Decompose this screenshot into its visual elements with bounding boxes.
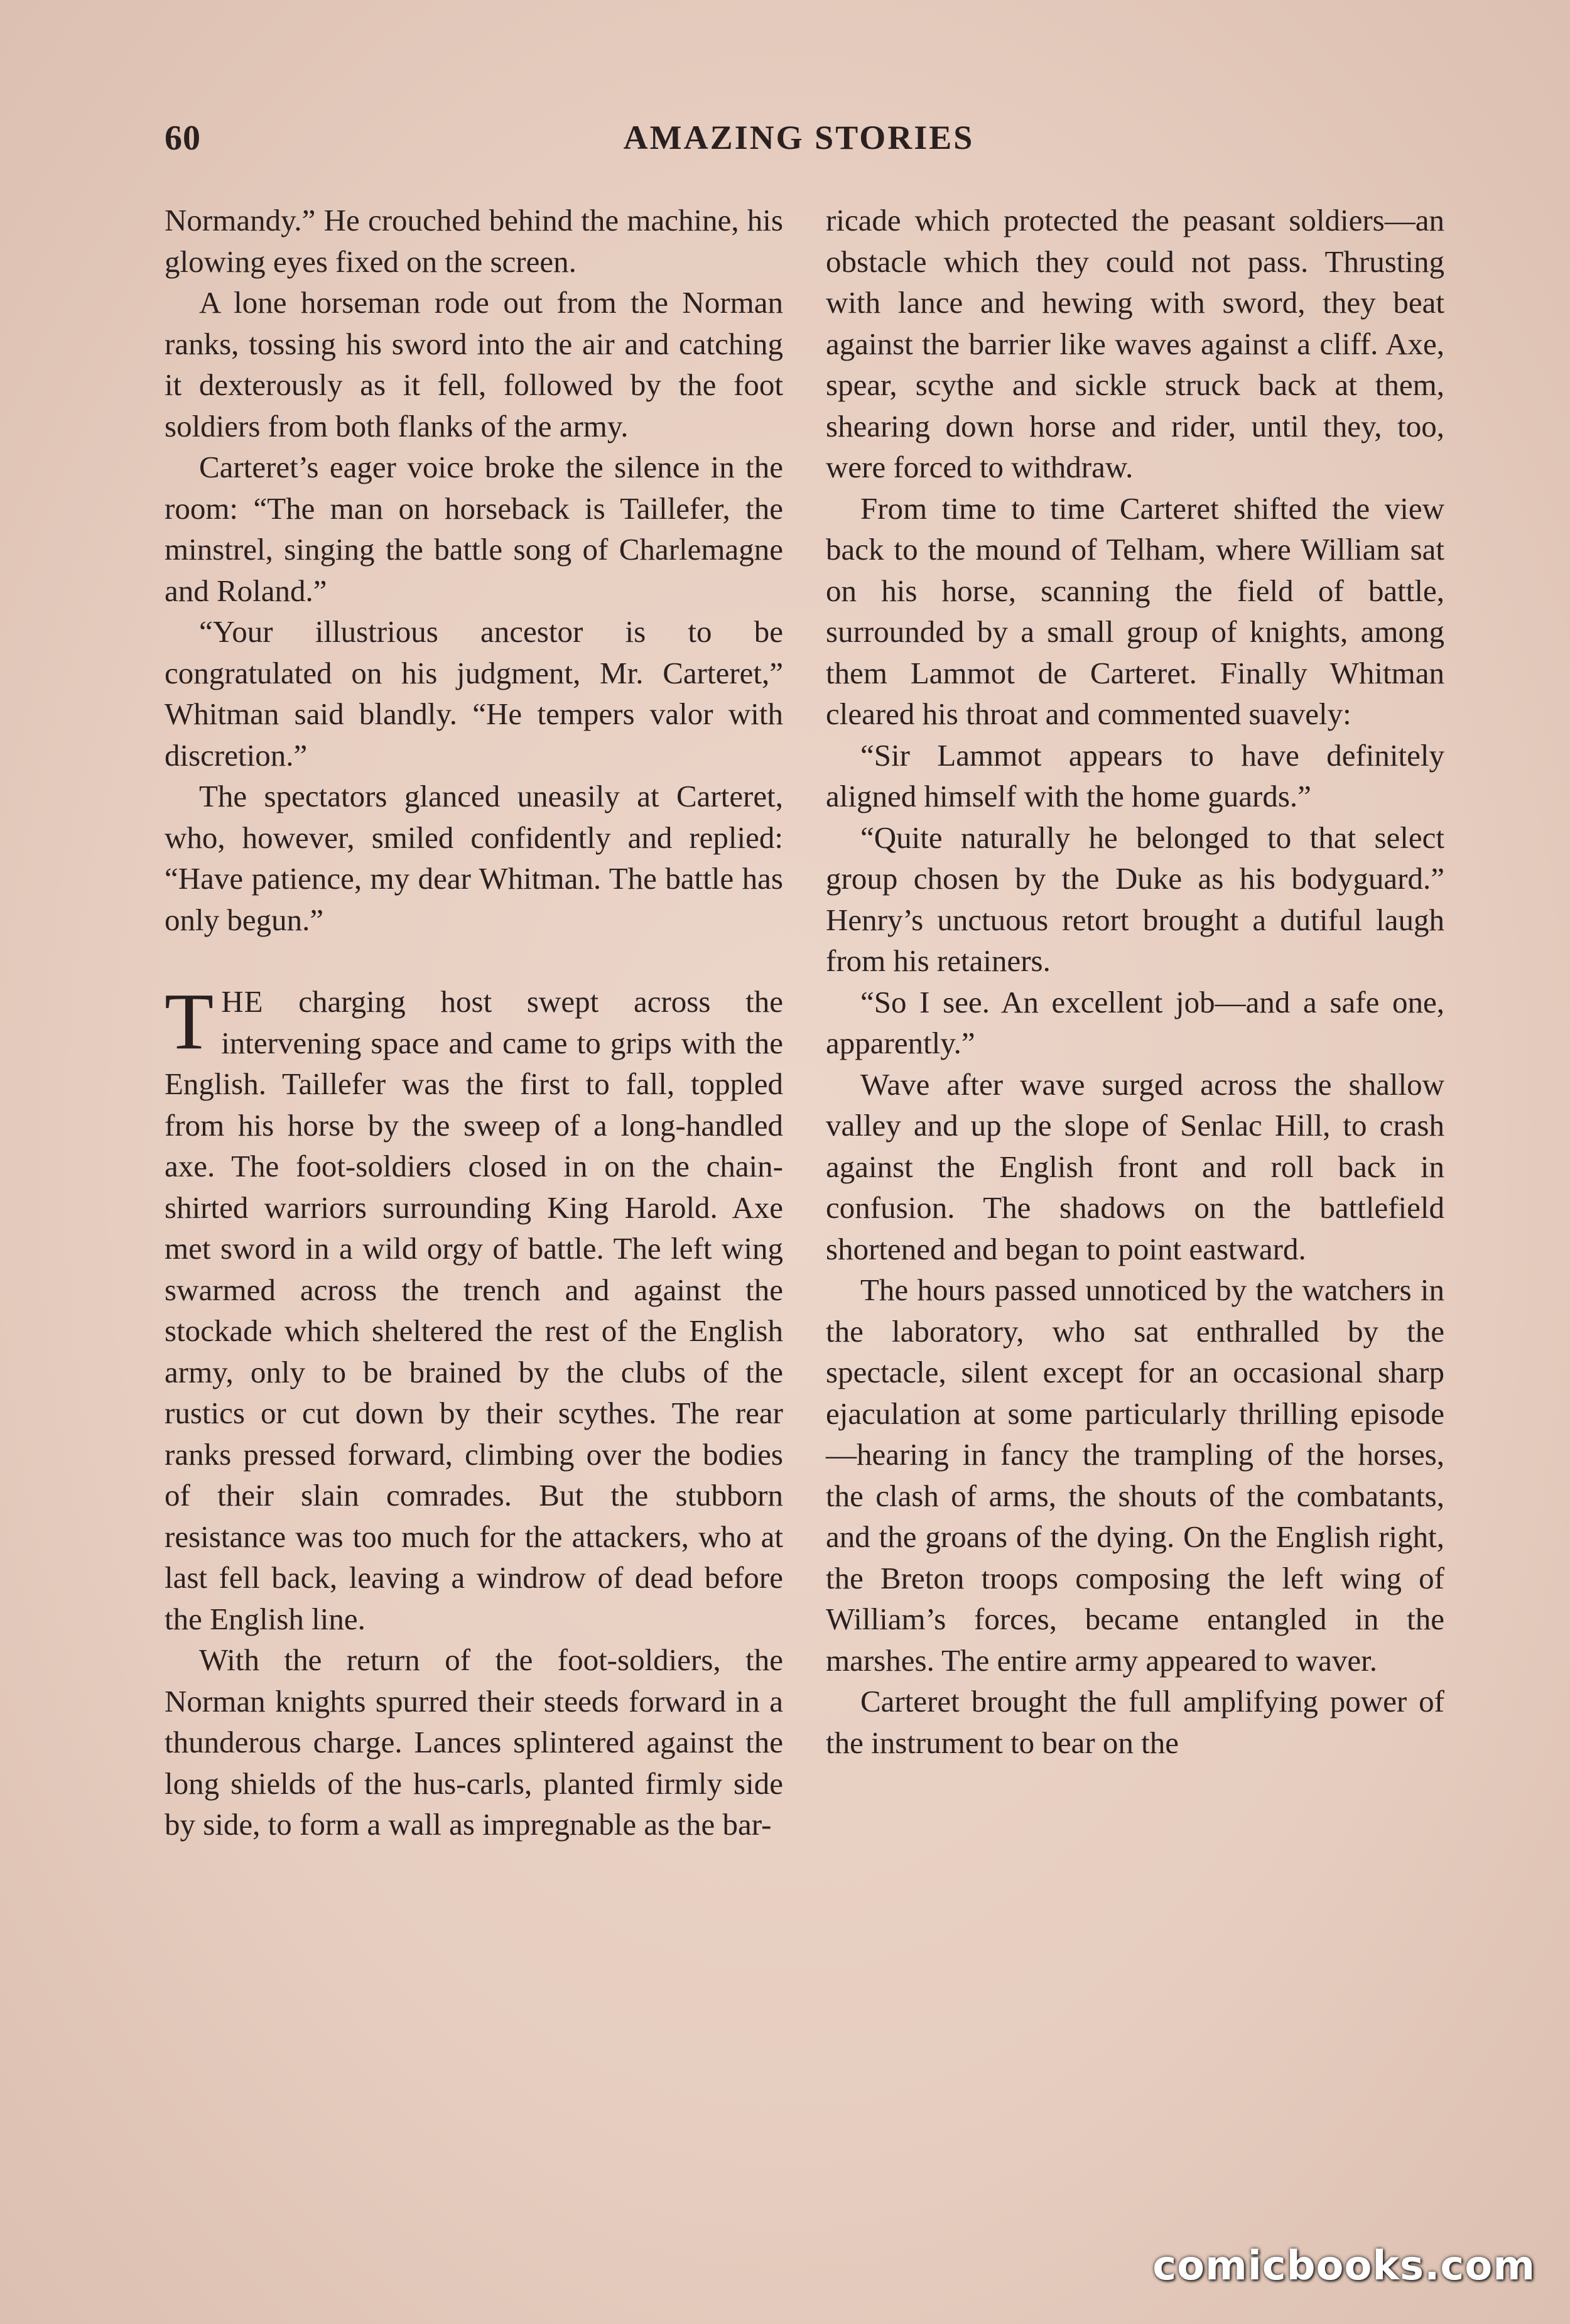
- drop-cap: T: [165, 977, 214, 1066]
- paragraph-text: charging host swept across the intervening space and came to grips with the English. Taillefer was the first to fall, toppled from his horse by the sweep of a long-handled axe. The foot-soldiers closed in on the chain-shirted warriors surrounding King Harold. Axe met sword in a wild orgy of battle. The left wing swarmed across the trench and against the stockade which sheltered the rest of the English army, only to be brained by the clubs of the rustics or cut down by their scythes. The rear ranks pressed forward, climbing over the bodies of their slain comrades. But the stubborn resistance was too much for the attackers, who at last fell back, leaving a windrow of dead before the English line.: [165, 984, 783, 1636]
- paragraph: The spectators glanced uneasily at Carteret, who, however, smiled confidently and replied: “Have patience, my dear Whitman. The battle has only begun.”: [165, 779, 783, 937]
- paragraph: ricade which protected the peasant soldiers—an obstacle which they could not pass. Thrusting with lance and hewing with sword, they beat against the barrier like waves against a cliff. Axe, spear, scythe and sickle struck back at them, shearing down horse and rider, until they, too, were forced to withdraw.: [826, 203, 1444, 484]
- paragraph: “Your illustrious ancestor is to be congratulated on his judgment, Mr. Carteret,” Whitman said blandly. “He tempers valor with discretion.”: [165, 614, 783, 773]
- paragraph: The hours passed unnoticed by the watchers in the laboratory, who sat enthralled by the spectacle, silent except for an occasional sharp ejaculation at some particularly thrilling episode—hearing in fancy the trampling of the horses, the clash of arms, the shouts of the combatants, and the groans of the dying. On the English right, the Breton troops composing the left wing of William’s forces, became entangled in the marshes. The entire army appeared to waver.: [826, 1273, 1444, 1678]
- left-column: [165, 200, 783, 1845]
- section-opening-paragraph: [165, 977, 783, 1639]
- paragraph: Carteret brought the full amplifying power of the instrument to bear on the: [826, 1684, 1444, 1760]
- small-caps-lead: HE: [221, 984, 264, 1019]
- paragraph: Wave after wave surged across the shallow valley and up the slope of Senlac Hill, to crash against the English front and roll back in confusion. The shadows on the battlefield shortened and began to point eastward.: [826, 1067, 1444, 1266]
- paragraph: “So I see. An excellent job—and a safe one, apparently.”: [826, 984, 1444, 1060]
- page-header: [165, 118, 1408, 168]
- paragraph: “Quite naturally he belonged to that select group chosen by the Duke as his bodyguard.” Henry’s unctuous retort brought a dutiful laugh from his retainers.: [826, 820, 1444, 978]
- paragraph: From time to time Carteret shifted the view back to the mound of Telham, where William sat on his horse, scanning the field of battle, surrounded by a small group of knights, among them Lammot de Carteret. Finally Whitman cleared his throat and commented suavely:: [826, 491, 1444, 731]
- paragraph: “Sir Lammot appears to have definitely aligned himself with the home guards.”: [826, 737, 1444, 813]
- section-break: [165, 940, 783, 981]
- paragraph: With the return of the foot-soldiers, the Norman knights spurred their steeds forward in a thunderous charge. Lances splintered against the long shields of the hus-carls, planted firmly side by side, to form a wall as impregnable as the bar-: [165, 1643, 783, 1842]
- paragraph: Normandy.” He crouched behind the machine, his glowing eyes fixed on the screen.: [165, 203, 783, 279]
- site-watermark: comicbooks.com: [1152, 2243, 1535, 2289]
- paragraph: A lone horseman rode out from the Norman ranks, tossing his sword into the air and catching it dexterously as it fell, followed by the foot soldiers from both flanks of the army.: [165, 285, 783, 443]
- paragraph: Carteret’s eager voice broke the silence in the room: “The man on horseback is Taillefer, the minstrel, singing the battle song of Charlemagne and Roland.”: [165, 450, 783, 608]
- page-number: 60: [165, 119, 201, 158]
- right-column: [826, 200, 1444, 1763]
- magazine-title: AMAZING STORIES: [623, 119, 975, 156]
